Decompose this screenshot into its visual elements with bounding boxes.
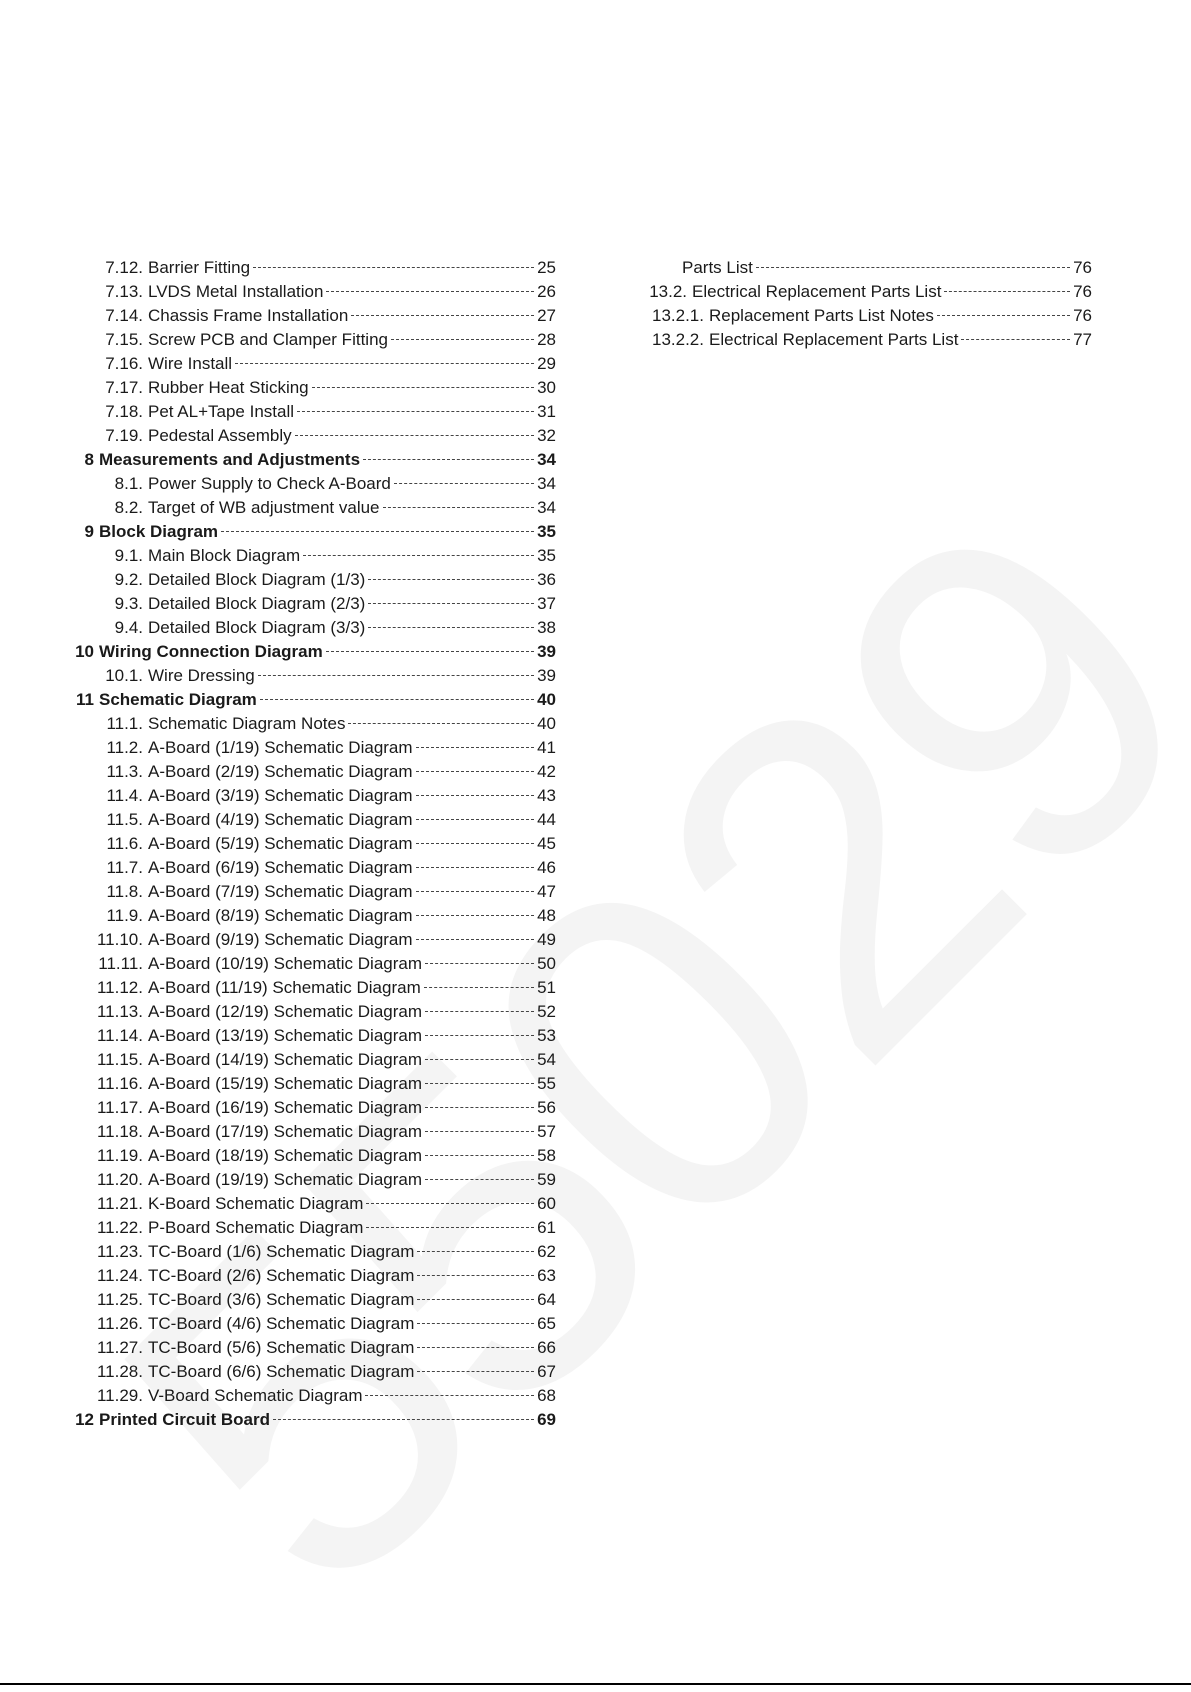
toc-entry[interactable] — [60, 810, 556, 834]
toc-entry-page: 40 — [537, 690, 556, 709]
toc-entry-page: 76 — [1073, 306, 1092, 325]
toc-entry[interactable] — [60, 402, 556, 426]
toc-entry-title: Wire Dressing — [148, 666, 255, 685]
toc-dot-leader — [368, 626, 534, 628]
toc-entry-title: A-Board (11/19) Schematic Diagram — [148, 978, 421, 997]
toc-entry-number: 11.25. — [96, 1290, 143, 1309]
toc-entry-number: 11.22. — [96, 1218, 143, 1237]
toc-dot-leader — [260, 698, 534, 700]
toc-entry-number: 11.21. — [96, 1194, 143, 1213]
toc-dot-leader — [416, 938, 535, 940]
toc-entry-title: A-Board (19/19) Schematic Diagram — [148, 1170, 423, 1189]
toc-entry[interactable] — [60, 330, 556, 354]
toc-entry-page: 51 — [537, 978, 556, 997]
toc-entry-title: A-Board (16/19) Schematic Diagram — [148, 1098, 423, 1117]
toc-entry[interactable] — [60, 1002, 556, 1026]
toc-dot-leader — [235, 362, 534, 364]
toc-entry-number: 11.27. — [96, 1338, 143, 1357]
toc-entry-title: A-Board (6/19) Schematic Diagram — [148, 858, 413, 877]
toc-entry-number: 7.12. — [105, 258, 143, 277]
toc-entry-page: 25 — [537, 258, 556, 277]
toc-entry-page: 46 — [537, 858, 556, 877]
toc-entry[interactable] — [60, 378, 556, 402]
toc-entry-title: A-Board (5/19) Schematic Diagram — [148, 834, 413, 853]
toc-entry-title: Measurements and Adjustments — [99, 450, 361, 469]
toc-entry-title: A-Board (15/19) Schematic Diagram — [148, 1074, 423, 1093]
toc-entry-number: 8.2. — [114, 498, 143, 517]
toc-dot-leader — [417, 1298, 534, 1300]
toc-entry[interactable] — [60, 1194, 556, 1218]
toc-dot-leader — [394, 482, 534, 484]
toc-entry-page: 61 — [537, 1218, 556, 1237]
toc-entry-title: A-Board (18/19) Schematic Diagram — [148, 1146, 423, 1165]
toc-right-column — [625, 258, 1092, 354]
toc-dot-leader — [425, 1082, 534, 1084]
toc-entry-page: 26 — [537, 282, 556, 301]
toc-entry-page: 39 — [537, 642, 556, 661]
toc-dot-leader — [944, 290, 1070, 292]
toc-entry[interactable] — [60, 498, 556, 522]
toc-entry-number: 9.2. — [114, 570, 143, 589]
toc-entry-title: A-Board (13/19) Schematic Diagram — [148, 1026, 423, 1045]
toc-entry-number: 8 — [84, 450, 94, 469]
toc-dot-leader — [416, 818, 535, 820]
toc-entry-page: 53 — [537, 1026, 556, 1045]
toc-entry-page: 39 — [537, 666, 556, 685]
toc-entry-title: Wiring Connection Diagram — [99, 642, 323, 661]
toc-dot-leader — [368, 602, 534, 604]
toc-entry-page: 27 — [537, 306, 556, 325]
toc-entry-title: A-Board (12/19) Schematic Diagram — [148, 1002, 423, 1021]
toc-entry-title: Barrier Fitting — [148, 258, 251, 277]
toc-entry[interactable] — [60, 714, 556, 738]
toc-dot-leader — [417, 1250, 534, 1252]
toc-entry-page: 77 — [1073, 330, 1092, 349]
toc-dot-leader — [417, 1346, 534, 1348]
toc-entry-number: 7.14. — [105, 306, 143, 325]
toc-entry-title: A-Board (4/19) Schematic Diagram — [148, 810, 413, 829]
toc-dot-leader — [425, 1010, 534, 1012]
toc-entry-title: A-Board (3/19) Schematic Diagram — [148, 786, 413, 805]
toc-dot-leader — [424, 986, 534, 988]
toc-entry-title: TC-Board (4/6) Schematic Diagram — [148, 1314, 415, 1333]
toc-dot-leader — [326, 650, 534, 652]
toc-entry-number: 8.1. — [114, 474, 143, 493]
toc-entry[interactable] — [60, 738, 556, 762]
toc-entry-number: 9 — [84, 522, 94, 541]
toc-entry-number: 9.4. — [114, 618, 143, 637]
toc-entry[interactable] — [60, 1098, 556, 1122]
toc-dot-leader — [937, 314, 1070, 316]
toc-entry-title: Schematic Diagram — [99, 690, 257, 709]
toc-entry[interactable] — [60, 858, 556, 882]
toc-entry-number: 11.18. — [96, 1122, 143, 1141]
toc-entry[interactable] — [60, 834, 556, 858]
toc-entry-title: TC-Board (6/6) Schematic Diagram — [148, 1362, 415, 1381]
toc-entry[interactable] — [60, 1218, 556, 1242]
toc-entry-number: 7.15. — [105, 330, 143, 349]
toc-entry[interactable] — [60, 666, 556, 690]
toc-entry-title: Target of WB adjustment value — [148, 498, 380, 517]
toc-dot-leader — [961, 338, 1070, 340]
toc-dot-leader — [425, 962, 534, 964]
toc-dot-leader — [383, 506, 535, 508]
toc-dot-leader — [416, 794, 535, 796]
toc-entry-title: V-Board Schematic Diagram — [148, 1386, 363, 1405]
toc-entry-title: Electrical Replacement Parts List — [709, 330, 959, 349]
toc-entry-page: 56 — [537, 1098, 556, 1117]
toc-entry-title: Detailed Block Diagram (3/3) — [148, 618, 366, 637]
toc-entry-number: 7.17. — [105, 378, 143, 397]
toc-entry[interactable] — [60, 522, 556, 546]
toc-entry-number: 11.17. — [96, 1098, 143, 1117]
toc-entry-page: 34 — [537, 450, 556, 469]
toc-entry-number: 11.10. — [96, 930, 143, 949]
toc-dot-leader — [756, 266, 1070, 268]
toc-entry-title: A-Board (14/19) Schematic Diagram — [148, 1050, 423, 1069]
toc-entry-title: Rubber Heat Sticking — [148, 378, 309, 397]
toc-entry[interactable] — [625, 330, 1092, 354]
toc-entry-page: 64 — [537, 1290, 556, 1309]
toc-entry[interactable] — [60, 618, 556, 642]
toc-entry-number: 11.7. — [106, 858, 143, 877]
toc-entry-page: 38 — [537, 618, 556, 637]
toc-entry[interactable] — [60, 1170, 556, 1194]
toc-entry-number: 11.9. — [106, 906, 143, 925]
toc-dot-leader — [425, 1034, 534, 1036]
toc-entry-page: 59 — [537, 1170, 556, 1189]
toc-entry-number: 11.11. — [98, 954, 143, 973]
toc-entry[interactable] — [60, 1074, 556, 1098]
toc-entry-number: 11.20. — [96, 1170, 143, 1189]
toc-dot-leader — [417, 1370, 534, 1372]
toc-dot-leader — [348, 722, 534, 724]
toc-entry[interactable] — [60, 642, 556, 666]
toc-entry-page: 63 — [537, 1266, 556, 1285]
toc-entry-page: 43 — [537, 786, 556, 805]
toc-entry-title: A-Board (2/19) Schematic Diagram — [148, 762, 413, 781]
toc-entry-number: 11.29. — [96, 1386, 143, 1405]
toc-dot-leader — [368, 578, 534, 580]
toc-entry[interactable] — [60, 906, 556, 930]
toc-entry[interactable] — [625, 258, 1092, 282]
toc-dot-leader — [365, 1394, 534, 1396]
toc-entry[interactable] — [60, 426, 556, 450]
toc-dot-leader — [417, 1274, 534, 1276]
toc-entry-title: Electrical Replacement Parts List — [692, 282, 942, 301]
toc-entry[interactable] — [60, 546, 556, 570]
toc-entry-title: Pet AL+Tape Install — [148, 402, 295, 421]
toc-entry-page: 31 — [537, 402, 556, 421]
toc-entry-number: 11.16. — [96, 1074, 143, 1093]
toc-entry-number: 7.13. — [105, 282, 143, 301]
toc-entry-page: 34 — [537, 474, 556, 493]
toc-entry-number: 11.8. — [106, 882, 143, 901]
toc-entry-title: Pedestal Assembly — [148, 426, 292, 445]
toc-entry-title: Block Diagram — [99, 522, 219, 541]
toc-entry-title: TC-Board (3/6) Schematic Diagram — [148, 1290, 415, 1309]
toc-entry-title: Wire Install — [148, 354, 233, 373]
toc-entry[interactable] — [60, 1266, 556, 1290]
toc-entry-page: 76 — [1073, 282, 1092, 301]
toc-entry-number: 11.23. — [96, 1242, 143, 1261]
toc-entry-title: TC-Board (5/6) Schematic Diagram — [148, 1338, 415, 1357]
toc-entry-number: 11 — [76, 690, 94, 709]
toc-entry[interactable] — [60, 954, 556, 978]
toc-entry-page: 76 — [1073, 258, 1092, 277]
toc-entry-title: P-Board Schematic Diagram — [148, 1218, 364, 1237]
toc-entry[interactable] — [60, 1026, 556, 1050]
toc-entry-title: Schematic Diagram Notes — [148, 714, 346, 733]
toc-dot-leader — [295, 434, 534, 436]
toc-entry[interactable] — [60, 786, 556, 810]
toc-entry-page: 36 — [537, 570, 556, 589]
toc-dot-leader — [416, 770, 535, 772]
toc-entry-number: 11.24. — [96, 1266, 143, 1285]
toc-entry-page: 34 — [537, 498, 556, 517]
toc-entry-title: Printed Circuit Board — [99, 1410, 270, 1429]
toc-entry-number: 13.2. — [649, 282, 687, 301]
toc-entry[interactable] — [60, 882, 556, 906]
toc-dot-leader — [312, 386, 534, 388]
toc-entry-title: A-Board (9/19) Schematic Diagram — [148, 930, 413, 949]
toc-entry[interactable] — [60, 1362, 556, 1386]
toc-entry-page: 50 — [537, 954, 556, 973]
toc-dot-leader — [416, 746, 535, 748]
toc-entry-number: 11.3. — [106, 762, 143, 781]
toc-entry-page: 28 — [537, 330, 556, 349]
toc-entry-page: 37 — [537, 594, 556, 613]
toc-entry[interactable] — [60, 570, 556, 594]
toc-dot-leader — [425, 1178, 534, 1180]
toc-entry[interactable] — [60, 930, 556, 954]
toc-entry[interactable] — [625, 306, 1092, 330]
toc-entry-page: 29 — [537, 354, 556, 373]
toc-entry-page: 62 — [537, 1242, 556, 1261]
toc-entry-title: A-Board (17/19) Schematic Diagram — [148, 1122, 423, 1141]
toc-entry-number: 11.26. — [96, 1314, 143, 1333]
toc-entry-title: TC-Board (2/6) Schematic Diagram — [148, 1266, 415, 1285]
toc-entry-number: 7.16. — [105, 354, 143, 373]
toc-entry-title: Replacement Parts List Notes — [709, 306, 934, 325]
toc-entry-title: Main Block Diagram — [148, 546, 301, 565]
toc-dot-leader — [303, 554, 534, 556]
toc-entry-number: 13.2.2. — [652, 330, 704, 349]
toc-entry[interactable] — [60, 594, 556, 618]
toc-entry[interactable] — [60, 1290, 556, 1314]
toc-dot-leader — [273, 1418, 534, 1420]
toc-entry-page: 35 — [537, 522, 556, 541]
toc-entry[interactable] — [60, 1338, 556, 1362]
toc-entry-page: 44 — [537, 810, 556, 829]
toc-entry-page: 48 — [537, 906, 556, 925]
toc-entry-title: Detailed Block Diagram (2/3) — [148, 594, 366, 613]
toc-entry-page: 58 — [537, 1146, 556, 1165]
toc-entry-number: 11.14. — [96, 1026, 143, 1045]
toc-entry[interactable] — [60, 282, 556, 306]
toc-entry-number: 11.12. — [96, 978, 143, 997]
toc-entry-number: 9.3. — [114, 594, 143, 613]
toc-entry-number: 13.2.1. — [652, 306, 704, 325]
toc-entry[interactable] — [60, 978, 556, 1002]
toc-dot-leader — [425, 1058, 534, 1060]
toc-entry[interactable] — [625, 282, 1092, 306]
toc-entry-number: 11.28. — [96, 1362, 143, 1381]
toc-dot-leader — [351, 314, 534, 316]
toc-entry-title: Chassis Frame Installation — [148, 306, 349, 325]
toc-entry[interactable] — [60, 1410, 556, 1434]
toc-entry-page: 35 — [537, 546, 556, 565]
toc-dot-leader — [416, 914, 535, 916]
toc-dot-leader — [253, 266, 534, 268]
toc-entry-page: 69 — [537, 1410, 556, 1429]
toc-left-column — [60, 258, 556, 1434]
toc-entry-title: Detailed Block Diagram (1/3) — [148, 570, 366, 589]
toc-dot-leader — [363, 458, 534, 460]
toc-entry-page: 47 — [537, 882, 556, 901]
toc-entry-page: 60 — [537, 1194, 556, 1213]
toc-entry-page: 57 — [537, 1122, 556, 1141]
toc-entry-number: 11.5. — [106, 810, 143, 829]
toc-entry-page: 30 — [537, 378, 556, 397]
toc-dot-leader — [416, 890, 535, 892]
toc-entry-title: A-Board (8/19) Schematic Diagram — [148, 906, 413, 925]
toc-dot-leader — [425, 1154, 534, 1156]
toc-dot-leader — [366, 1202, 534, 1204]
toc-entry-title: A-Board (7/19) Schematic Diagram — [148, 882, 413, 901]
toc-dot-leader — [366, 1226, 534, 1228]
toc-dot-leader — [258, 674, 534, 676]
toc-entry-page: 45 — [537, 834, 556, 853]
toc-entry-title: A-Board (10/19) Schematic Diagram — [148, 954, 423, 973]
toc-entry-page: 67 — [537, 1362, 556, 1381]
toc-entry-number: 11.1. — [106, 714, 143, 733]
toc-entry-page: 41 — [537, 738, 556, 757]
toc-entry-number: 10.1. — [105, 666, 143, 685]
toc-entry[interactable] — [60, 306, 556, 330]
toc-entry-title: Parts List — [682, 258, 753, 277]
toc-entry-title: A-Board (1/19) Schematic Diagram — [148, 738, 413, 757]
toc-entry[interactable] — [60, 1050, 556, 1074]
toc-entry[interactable] — [60, 474, 556, 498]
toc-entry-number: 9.1. — [114, 546, 143, 565]
toc-entry-number: 11.2. — [106, 738, 143, 757]
toc-entry-number: 7.18. — [105, 402, 143, 421]
toc-entry-page: 66 — [537, 1338, 556, 1357]
toc-entry-page: 55 — [537, 1074, 556, 1093]
toc-entry[interactable] — [60, 354, 556, 378]
toc-entry[interactable] — [60, 1146, 556, 1170]
toc-entry[interactable] — [60, 690, 556, 714]
toc-entry-page: 49 — [537, 930, 556, 949]
toc-entry-page: 32 — [537, 426, 556, 445]
toc-dot-leader — [391, 338, 534, 340]
toc-entry-number: 11.19. — [96, 1146, 143, 1165]
toc-entry[interactable] — [60, 762, 556, 786]
toc-entry-page: 52 — [537, 1002, 556, 1021]
toc-dot-leader — [221, 530, 534, 532]
toc-entry[interactable] — [60, 1386, 556, 1410]
toc-entry[interactable] — [60, 1242, 556, 1266]
toc-entry-number: 11.15. — [96, 1050, 143, 1069]
toc-entry-number: 11.13. — [96, 1002, 143, 1021]
toc-entry-page: 42 — [537, 762, 556, 781]
toc-entry-title: LVDS Metal Installation — [148, 282, 324, 301]
toc-entry-number: 7.19. — [105, 426, 143, 445]
toc-entry-page: 65 — [537, 1314, 556, 1333]
toc-entry-title: Screw PCB and Clamper Fitting — [148, 330, 388, 349]
toc-entry-title: Power Supply to Check A-Board — [148, 474, 391, 493]
toc-dot-leader — [297, 410, 534, 412]
toc-entry-page: 68 — [537, 1386, 556, 1405]
toc-entry-page: 54 — [537, 1050, 556, 1069]
toc-dot-leader — [416, 842, 535, 844]
toc-entry[interactable] — [60, 1122, 556, 1146]
toc-dot-leader — [416, 866, 535, 868]
toc-entry-title: TC-Board (1/6) Schematic Diagram — [148, 1242, 415, 1261]
toc-entry-title: K-Board Schematic Diagram — [148, 1194, 364, 1213]
toc-entry-number: 11.4. — [106, 786, 143, 805]
toc-entry-number: 11.6. — [106, 834, 143, 853]
toc-entry[interactable] — [60, 450, 556, 474]
toc-dot-leader — [417, 1322, 534, 1324]
toc-entry-number: 12 — [75, 1410, 94, 1429]
toc-dot-leader — [425, 1130, 534, 1132]
toc-entry-page: 40 — [537, 714, 556, 733]
toc-dot-leader — [326, 290, 534, 292]
toc-entry-number: 10 — [75, 642, 94, 661]
toc-dot-leader — [425, 1106, 534, 1108]
toc-entry[interactable] — [60, 1314, 556, 1338]
toc-entry[interactable] — [60, 258, 556, 282]
